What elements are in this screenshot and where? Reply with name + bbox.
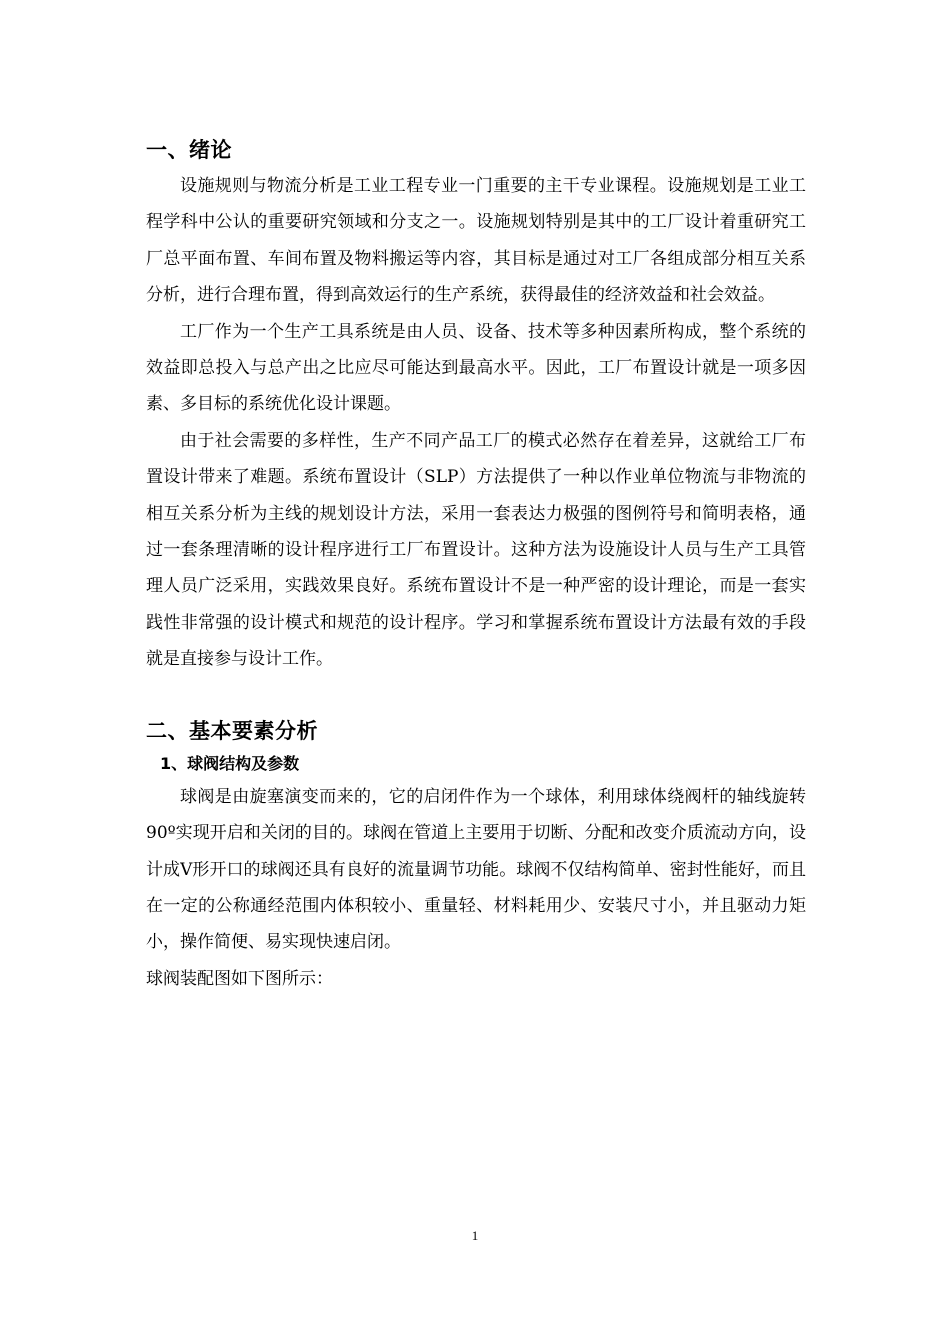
assembly-drawing-caption: 球阀装配图如下图所示： <box>146 968 333 989</box>
intro-paragraph-2: 工厂作为一个生产工具系统是由人员、设备、技术等多种因素所构成，整个系统的效益即总投入与总产出之比应尽可能达到最高水平。因此，工厂布置设计就是一项多因素、多目标的系统优化设计课题。 <box>146 321 806 415</box>
section-heading-introduction: 一、绪论 <box>146 138 232 162</box>
subsection-heading-ball-valve: 1、球阀结构及参数 <box>160 753 300 773</box>
page-number: 1 <box>471 1228 479 1243</box>
section-spacer <box>146 678 806 713</box>
intro-paragraph-1: 设施规则与物流分析是工业工程专业一门重要的主干专业课程。设施规划是工业工程学科中公认的重要研究领域和分支之一。设施规划特别是其中的工厂设计着重研究工厂总平面布置、车间布置及物料搬运等内容，其目标是通过对工厂各组成部分相互关系分析，进行合理布置，得到高效运行的生产系统，获得最佳的经济效益和社会效益。 <box>146 176 806 306</box>
ball-valve-paragraph: 球阀是由旋塞演变而来的，它的启闭件作为一个球体，利用球体绕阀杆的轴线旋转90º实现开启和关闭的目的。球阀在管道上主要用于切断、分配和改变介质流动方向，设计成V形开口的球阀还具有良好的流量调节功能。球阀不仅结构简单、密封性能好，而且在一定的公称通经范围内体积较小、重量轻、材料耗用少、安装尺寸小，并且驱动力矩小，操作简便、易实现快速启闭。 <box>146 786 806 953</box>
section-heading-basic-elements: 二、基本要素分析 <box>146 718 318 743</box>
page-content <box>146 132 806 997</box>
intro-paragraph-3: 由于社会需要的多样性，生产不同产品工厂的模式必然存在着差异，这就给工厂布置设计带来了难题。系统布置设计（SLP）方法提供了一种以作业单位物流与非物流的相互关系分析为主线的规划设计方法，采用一套表达力极强的图例符号和简明表格，通过一套条理清晰的设计程序进行工厂布置设计。这种方法为设施设计人员与生产工具管理人员广泛采用，实践效果良好。系统布置设计不是一种严密的设计理论，而是一套实践性非常强的设计模式和规范的设计程序。学习和掌握系统布置设计方法最有效的手段就是直接参与设计工作。 <box>146 430 806 670</box>
